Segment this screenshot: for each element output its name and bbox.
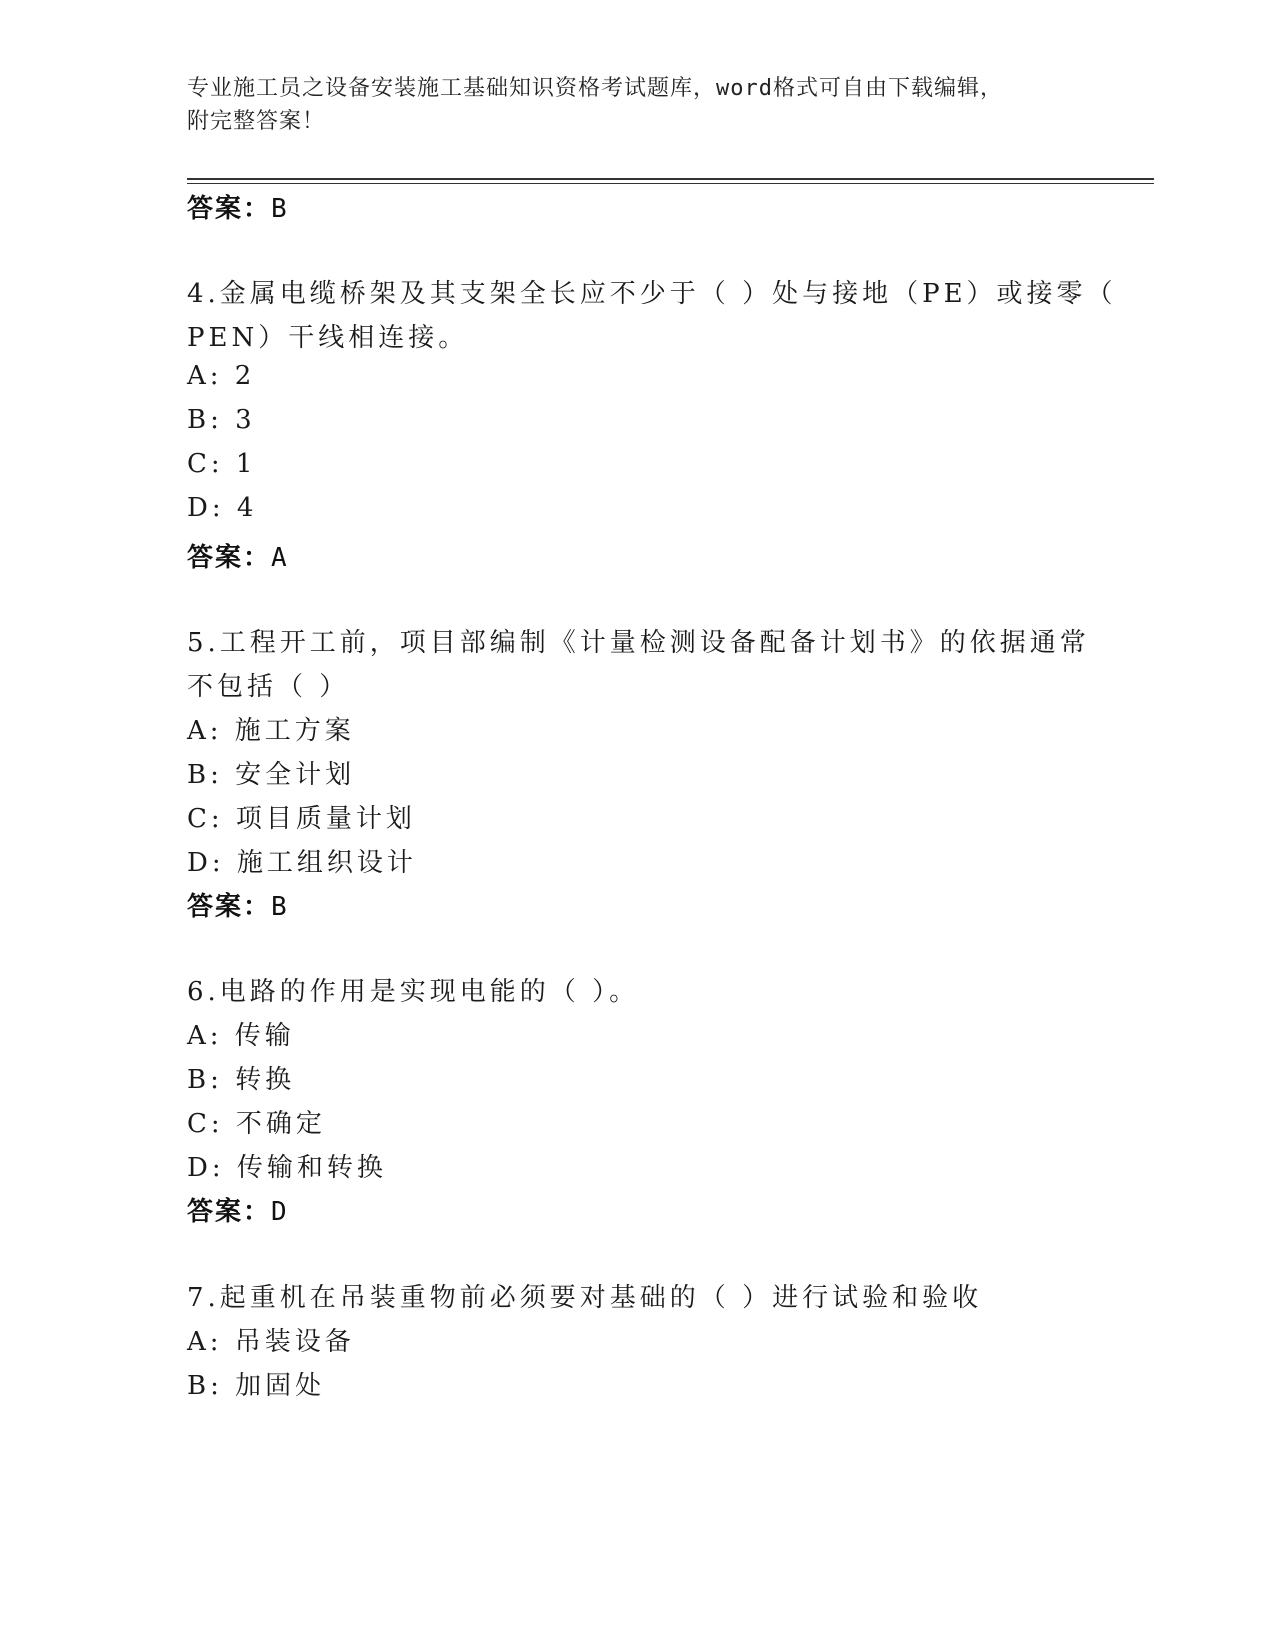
answer-value: B	[271, 892, 289, 922]
answer-value: D	[271, 1197, 289, 1227]
question-7-option-b: B: 加固处	[187, 1371, 326, 1401]
question-6-option-a: A: 传输	[187, 1021, 295, 1051]
answer-value: B	[271, 194, 289, 224]
question-4-option-d: D: 4	[187, 493, 258, 523]
question-5-option-a: A: 施工方案	[187, 716, 355, 746]
document-header	[187, 72, 1087, 138]
question-7-text-line-1: 7.起重机在吊装重物前必须要对基础的（ ）进行试验和验收	[187, 1283, 983, 1313]
answer-label: 答案：	[187, 1197, 272, 1227]
answer-label: 答案：	[187, 543, 272, 573]
answer-label: 答案：	[187, 194, 272, 224]
header-line-1: 专业施工员之设备安装施工基础知识资格考试题库，word格式可自由下载编辑，	[187, 76, 1003, 101]
question-7-option-a: A: 吊装设备	[187, 1327, 355, 1357]
header-line-2: 附完整答案！	[187, 109, 326, 134]
question-5-text-line-2: 不包括（ ）	[187, 672, 350, 702]
question-5-option-d: D: 施工组织设计	[187, 848, 417, 878]
question-5-option-b: B: 安全计划	[187, 760, 356, 790]
question-6-text-line-1: 6.电路的作用是实现电能的（ ）。	[187, 977, 640, 1007]
question-4-option-c: C: 1	[187, 449, 257, 479]
question-5-text-line-1: 5.工程开工前，项目部编制《计量检测设备配备计划书》的依据通常	[187, 628, 1090, 658]
question-5-answer	[187, 886, 289, 923]
question-6-option-b: B: 转换	[187, 1065, 296, 1095]
question-4-option-a: A: 2	[187, 361, 256, 391]
question-6-option-c: C: 不确定	[187, 1109, 326, 1139]
question-4-text-line-1: 4.金属电缆桥架及其支架全长应不少于（ ）处与接地（PE）或接零（	[187, 279, 1117, 309]
answer-value: A	[271, 543, 289, 573]
question-4-text-line-2: PEN）干线相连接。	[187, 323, 469, 353]
question-6-answer	[187, 1191, 289, 1228]
question-4-option-b: B: 3	[187, 405, 256, 435]
question-6-option-d: D: 传输和转换	[187, 1153, 387, 1183]
answer-label: 答案：	[187, 892, 272, 922]
header-divider-thin	[187, 183, 1154, 184]
header-divider-thick	[187, 178, 1154, 180]
question-5-option-c: C: 项目质量计划	[187, 804, 416, 834]
question-4-answer	[187, 537, 289, 574]
answer-prev	[187, 188, 289, 225]
